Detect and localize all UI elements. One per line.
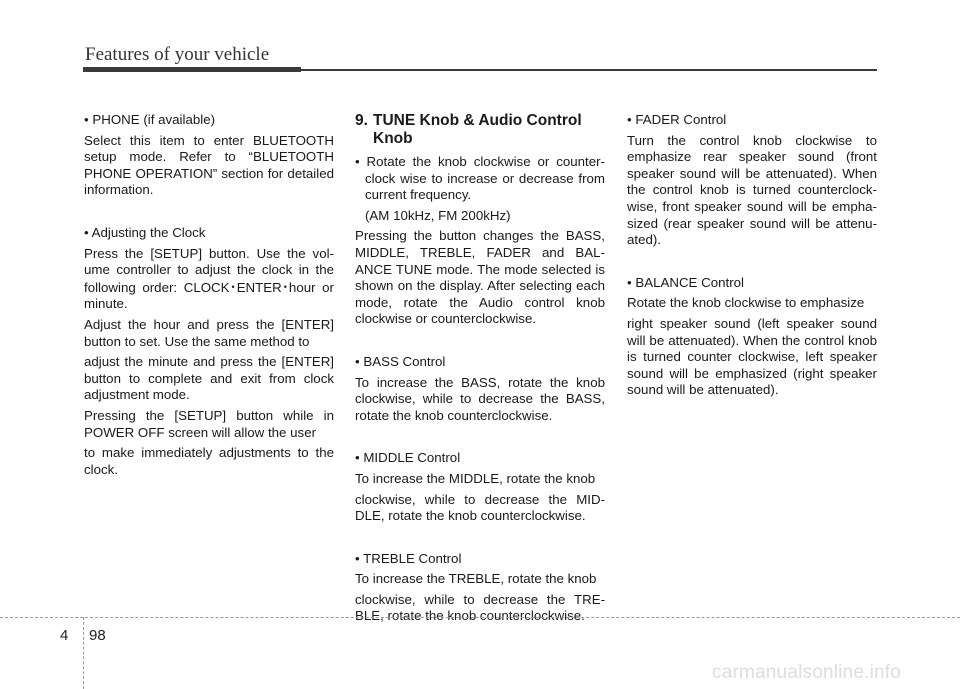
middle-bullet-label: • MIDDLE Control [355,450,461,466]
section-number: 9. [355,112,368,129]
clock-paragraph-5: to make immediately adjustments to the clock. [84,445,334,477]
section-title-line-1: TUNE Knob & Audio Control [373,112,582,129]
section-title [355,112,605,148]
bass-bullet-label: • BASS Control [355,353,446,369]
clock-p1-middle: ENTER [236,279,282,295]
clock-bullet-label: • Adjusting the Clock [84,224,206,240]
middle-description-1: To increase the MIDDLE, rotate the knob [355,470,596,486]
balance-description-2: right speaker sound (left speaker sound will be attenuated). When the control knob is turned counter clockwise, left speaker sound will be emphasized (right speaker sound will be attenuated). [627,315,877,398]
clock-p1-after: hour or minute. [84,279,334,312]
treble-bullet-label: • TREBLE Control [355,550,462,566]
treble-description-2: clockwise, while to decrease the TRE- BLE, rotate the knob counterclockwise. [355,591,605,624]
middle-description-2: clockwise, while to decrease the MID- DLE, rotate the knob counterclockwise. [355,491,605,524]
clock-paragraph-1 [84,246,334,313]
right-column [627,112,877,399]
header-rule-thick [83,67,301,72]
middle-column [355,112,605,625]
clock-sep-1: • [231,281,235,292]
clock-paragraph-3: adjust the minute and press the [ENTER] button to complete and exit from clock adjustment mode. [84,354,334,403]
clock-p1-before: Press the [SETUP] button. Use the vol- ume controller to adjust the clock in the following order: CLOCK [84,245,334,295]
phone-description: Select this item to enter BLUETOOTH setup mode. Refer to “BLUETOOTH PHONE OPERATION” section for detailed information. [84,132,334,198]
footer-dashed-rule [0,617,960,618]
section-title-line-2: Knob [373,130,413,147]
treble-description-1: To increase the TREBLE, rotate the knob [355,571,597,587]
header-rule-thin [301,69,877,71]
rotate-note: (AM 10kHz, FM 200kHz) [365,207,511,223]
rotate-bullet: • Rotate the knob clockwise or counter- clock wise to increase or decrease from current frequency. [355,154,605,203]
clock-paragraph-4: Pressing the [SETUP] button while in POWER OFF screen will allow the user [84,407,334,440]
watermark-text: carmanualsonline.info [712,662,902,683]
fader-bullet-label: • FADER Control [627,112,727,127]
left-column [84,112,334,478]
phone-bullet-label: • PHONE (if available) [84,112,216,127]
pressing-paragraph: Pressing the button changes the BASS, MIDDLE, TREBLE, FADER and BAL- ANCE TUNE mode. The mode selected is shown on the display. After selecting each mode, rotate the Audio control knob clockwise or counterclockwise. [355,228,605,327]
chapter-number: 4 [60,627,69,644]
balance-description-1: Rotate the knob clockwise to emphasize [627,295,865,311]
balance-bullet-label: • BALANCE Control [627,274,744,290]
page-header-title: Features of your vehicle [85,44,270,65]
bass-description: To increase the BASS, rotate the knob clockwise, while to decrease the BASS, rotate the knob counterclockwise. [355,374,605,423]
page-number: 98 [89,627,106,644]
footer-dashed-divider [83,617,84,689]
clock-sep-2: • [283,281,287,292]
fader-description: Turn the control knob clockwise to emphasize rear speaker sound (front speaker sound will be attenuated). When the control knob is turned counterclock- wise, front speaker sound will be empha- sized (rear speaker sound will be attenu- ated). [627,132,877,248]
clock-paragraph-2: Adjust the hour and press the [ENTER] button to set. Use the same method to [84,316,334,349]
